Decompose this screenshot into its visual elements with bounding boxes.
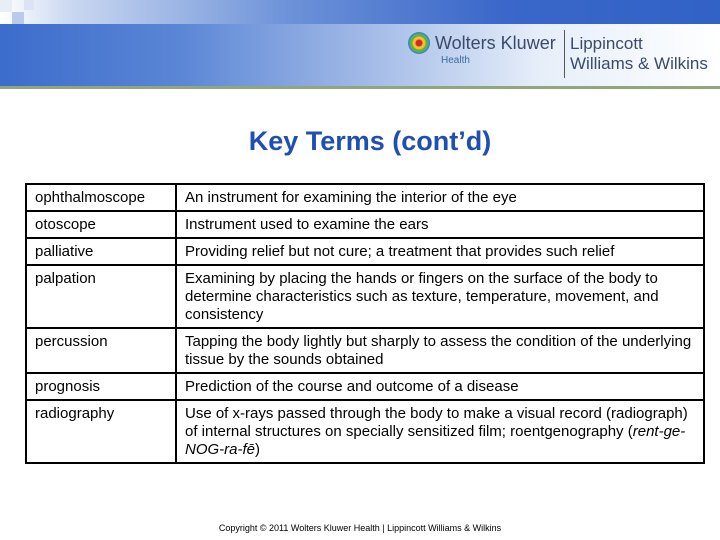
pronunciation: rent-ge-NOG-ra-fē xyxy=(185,423,686,458)
table-row xyxy=(26,400,704,463)
term-cell: radiography xyxy=(26,400,176,463)
term-cell: palliative xyxy=(26,238,176,265)
brand-sub: Health xyxy=(441,55,470,66)
table-row xyxy=(26,373,704,400)
header-banner xyxy=(0,0,720,88)
header-top-strip xyxy=(0,0,720,24)
definition-cell xyxy=(176,211,704,238)
decor-square xyxy=(12,12,24,24)
partner-name xyxy=(570,34,708,74)
brand-name: Wolters Kluwer xyxy=(435,33,556,53)
definition-cell xyxy=(176,265,704,328)
definition-cell xyxy=(176,238,704,265)
decor-square xyxy=(24,0,34,10)
definition-text: Prediction of the course and outcome of a disease xyxy=(185,378,519,395)
definition-text: Use of x-rays passed through the body to make a visual record (radiograph) of internal structures on specially sensitized film; roentgenography ( xyxy=(185,405,688,440)
definition-text: Examining by placing the hands or fingers on the surface of the body to determine characteristics such as texture, temperature, movement, and consistency xyxy=(185,270,659,323)
definition-text: Tapping the body lightly but sharply to assess the condition of the underlying tissue by the sounds obtained xyxy=(185,333,692,368)
partner-line-2: Williams & Wilkins xyxy=(570,54,708,73)
definition-cell xyxy=(176,328,704,373)
table-row xyxy=(26,238,704,265)
term-cell: otoscope xyxy=(26,211,176,238)
table-row xyxy=(26,184,704,211)
key-terms-table xyxy=(25,183,705,464)
publisher-logo xyxy=(408,30,720,80)
paren-close: ) xyxy=(255,441,261,458)
definition-cell xyxy=(176,400,704,463)
slide-title: Key Terms (cont’d) xyxy=(248,126,492,156)
term-cell: palpation xyxy=(26,265,176,328)
definition-text: Providing relief but not cure; a treatment that provides such relief xyxy=(185,243,615,260)
term-cell: prognosis xyxy=(26,373,176,400)
term-cell: ophthalmoscope xyxy=(26,184,176,211)
table-row xyxy=(26,211,704,238)
wolters-kluwer-globe-icon xyxy=(408,32,430,54)
definition-text: Instrument used to examine the ears xyxy=(185,216,429,233)
definition-cell xyxy=(176,184,704,211)
copyright-footer: Copyright © 2011 Wolters Kluwer Health | Lippincott Williams & Wilkins xyxy=(218,523,502,533)
definition-text: An instrument for examining the interior of the eye xyxy=(185,189,517,206)
decor-square xyxy=(0,0,12,12)
logo-divider xyxy=(564,30,565,78)
term-cell: percussion xyxy=(26,328,176,373)
header-divider xyxy=(0,86,720,89)
partner-line-1: Lippincott xyxy=(570,34,643,53)
table-row xyxy=(26,265,704,328)
table-row xyxy=(26,328,704,373)
definition-cell xyxy=(176,373,704,400)
